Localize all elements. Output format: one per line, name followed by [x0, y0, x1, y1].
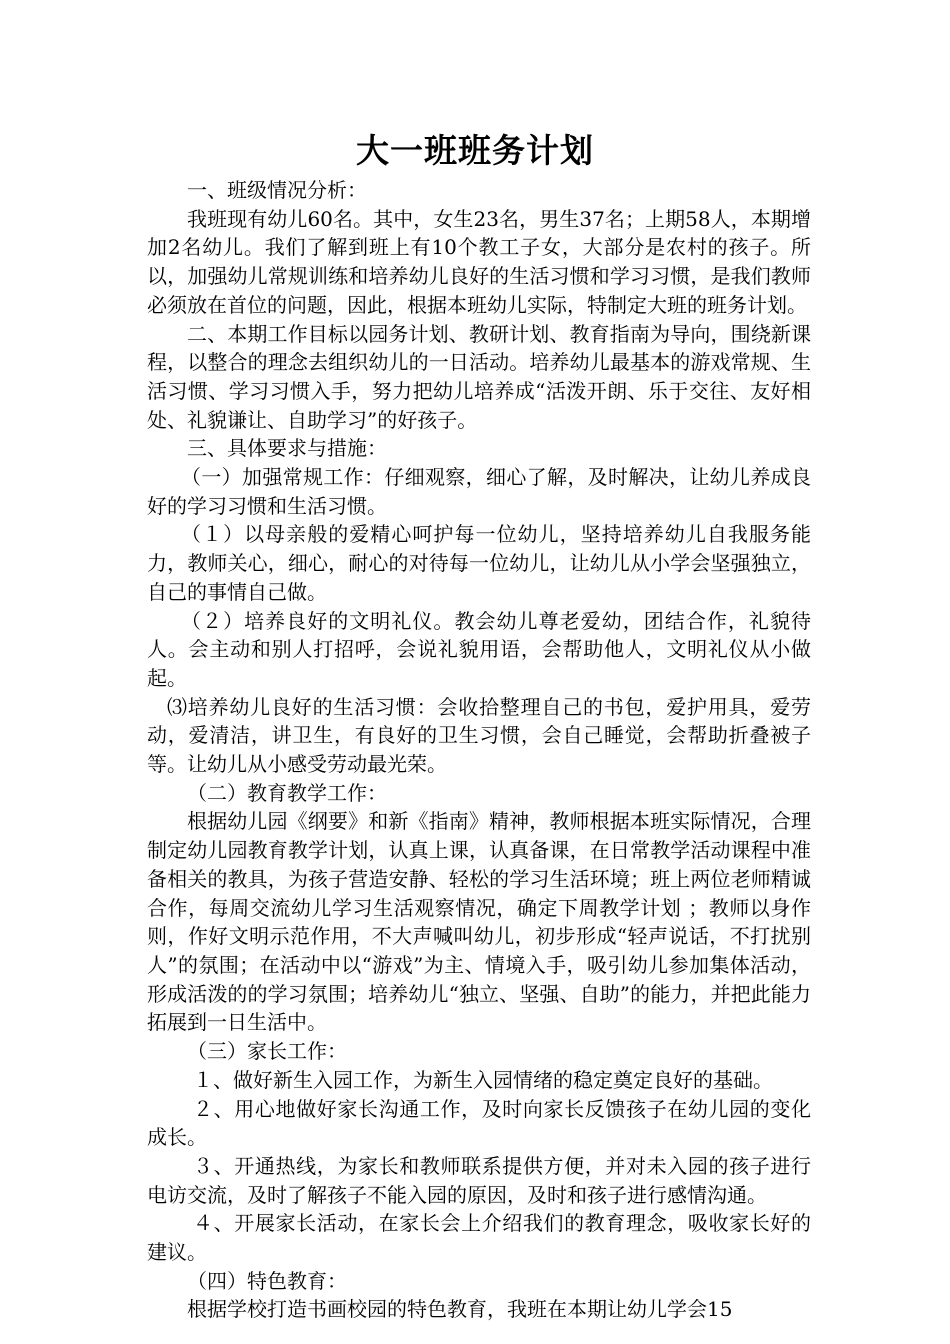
list-item-new-students: １、做好新生入园工作，为新生入园情绪的稳定奠定良好的基础。 — [193, 1067, 773, 1092]
subheading-teaching-work: （二）教育教学工作： — [187, 780, 387, 805]
list-item-living-habits: ⑶培养幼儿良好的生活习惯：会收拾整理自己的书包，爱护用具，爱劳动，爱清洁，讲卫生，有良好的卫生习惯，会自己睡觉，会帮助折叠被子等。让幼儿从小感受劳动最光荣。 — [147, 694, 811, 777]
list-item-parent-communication: ２、用心地做好家长沟通工作，及时向家长反馈孩子在幼儿园的变化成长。 — [147, 1096, 811, 1150]
paragraph-special-education: 根据学校打造书画校园的特色教育，我班在本期让幼儿学会15 — [187, 1297, 733, 1322]
paragraph-teaching-plan: 根据幼儿园《纲要》和新《指南》精神，教师根据本班实际情况，合理制定幼儿园教育教学计划，认真上课，认真备课，在日常教学活动课程中准备相关的教具，为孩子营造安静、轻松的学习生活环境；班上两位老师精诚合作，每周交流幼儿学习生活观察情况，确定下周教学计划 ；教师以身作则，作好文明示范作用，不大声喊叫幼儿，初步形成“轻声说话，不打扰别人”的氛围；在活动中以“游戏”为主、情境入手，吸引幼儿参加集体活动，形成活泼的的学习氛围；培养幼儿“独立、坚强、自助”的能力，并把此能力拓展到一日生活中。 — [147, 809, 811, 1035]
list-item-parent-activities: ４、开展家长活动，在家长会上介绍我们的教育理念，吸收家长好的建议。 — [147, 1211, 811, 1265]
list-item-care: （１）以母亲般的爱精心呵护每一位幼儿，坚持培养幼儿自我服务能力，教师关心，细心，耐心的对待每一位幼儿，让幼儿从小学会坚强独立，自己的事情自己做。 — [147, 522, 811, 604]
subheading-parent-work: （三）家长工作： — [187, 1039, 347, 1064]
subheading-special-education: （四）特色教育： — [187, 1268, 347, 1293]
list-item-etiquette: （２）培养良好的文明礼仪。教会幼儿尊老爱幼，团结合作，礼貌待人。会主动和别人打招呼，会说礼貌用语，会帮助他人，文明礼仪从小做起。 — [147, 608, 811, 690]
section-heading-class-analysis: 一、班级情况分析： — [187, 178, 367, 202]
section-heading-requirements: 三、具体要求与措施： — [187, 436, 387, 461]
document-body — [147, 176, 811, 1324]
document-title: 大一班班务计划 — [356, 131, 594, 170]
list-item-hotline: ３、开通热线，为家长和教师联系提供方便，并对未入园的孩子进行电访交流，及时了解孩子不能入园的原因，及时和孩子进行感情沟通。 — [147, 1153, 811, 1207]
subheading-routine-work: （一）加强常规工作：仔细观察，细心了解，及时解决，让幼儿养成良好的学习习惯和生活习惯。 — [147, 465, 811, 518]
paragraph-class-situation: 我班现有幼儿60名。其中，女生23名，男生37名；上期58人，本期增加2名幼儿。我们了解到班上有10个教工子女，大部分是农村的孩子。所以，加强幼儿常规训练和培养幼儿良好的生活习惯和学习习惯，是我们教师必须放在首位的问题，因此，根据本班幼儿实际，特制定大班的班务计划。 — [147, 206, 811, 317]
paragraph-work-goals: 二、本期工作目标以园务计划、教研计划、教育指南为导向，围绕新课程，以整合的理念去组织幼儿的一日活动。培养幼儿最基本的游戏常规、生活习惯、学习习惯入手，努力把幼儿培养成“活泼开朗、乐于交往、友好相处、礼貌谦让、自助学习”的好孩子。 — [147, 321, 811, 432]
